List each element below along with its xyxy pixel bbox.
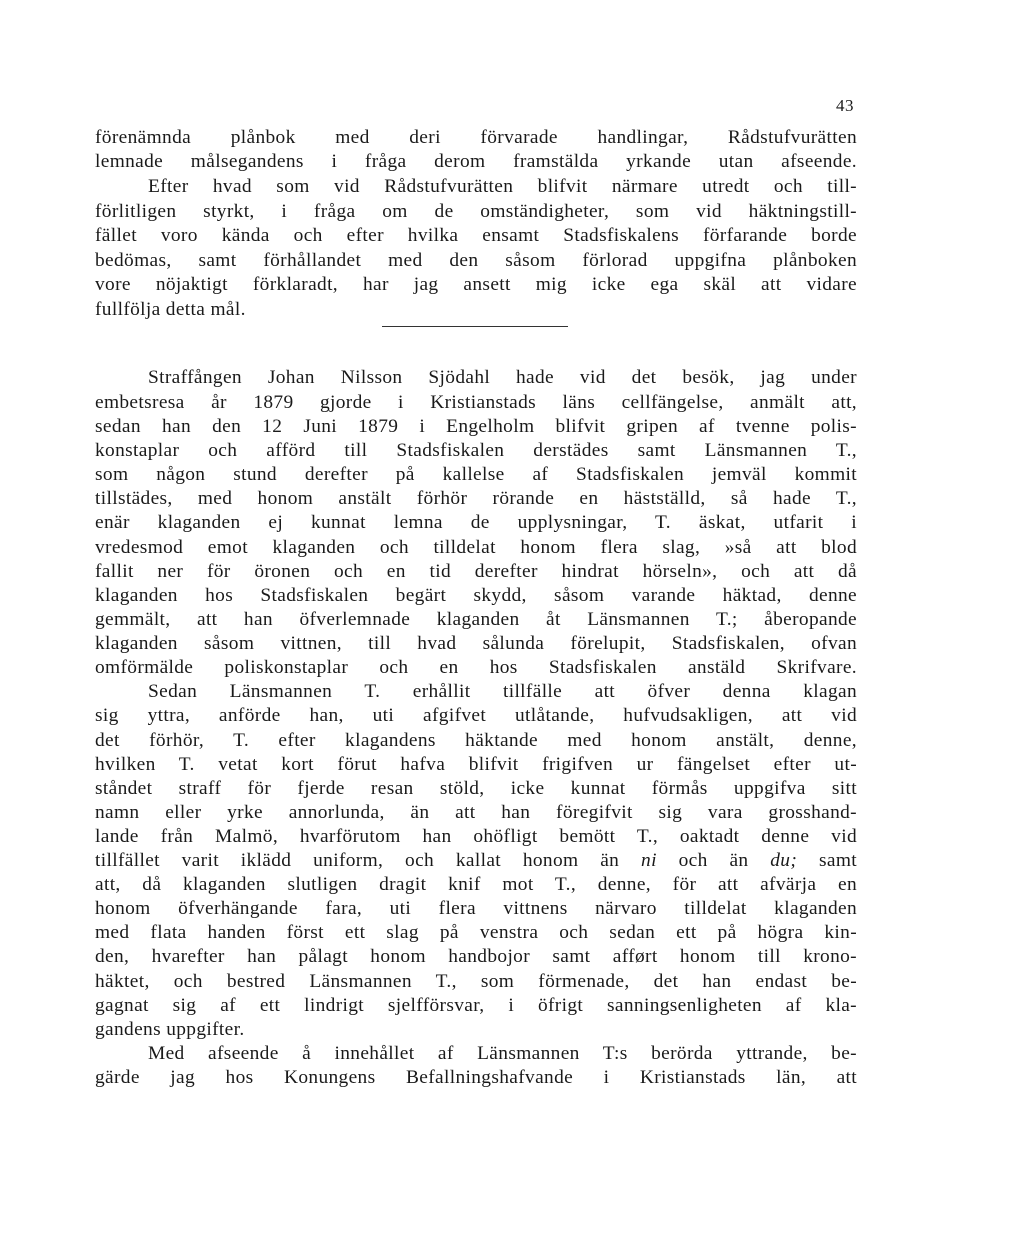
text-line: ståndet straff för fjerde resan stöld, icke kunnat förmås uppgifva sitt (95, 778, 857, 799)
text-line-with-italics (95, 849, 857, 872)
text-line: som någon stund derefter på kallelse af Stadsfiskalen jemväl kommit (95, 464, 857, 485)
text-line: att, då klaganden slutligen dragit knif mot T., denne, för att afvärja en (95, 874, 857, 895)
text-line: gagnat sig af ett lindrigt sjelfförsvar, i öfrigt sanningsenligheten af kla- (95, 995, 857, 1016)
text-line: vredesmod emot klaganden och tilldelat honom flera slag, »så att blod (95, 537, 857, 558)
text-line: vore nöjaktigt förklaradt, har jag ansett mig icke ega skäl att vidare (95, 274, 857, 295)
text-line: konstaplar och afförd till Stadsfiskalen derstädes samt Länsmannen T., (95, 440, 857, 461)
text-line: det förhör, T. efter klagandens häktande med honom anstält, denne, (95, 730, 857, 751)
section-divider (382, 326, 568, 327)
text-line: namn eller yrke annorlunda, än att han föregifvit sig vara grosshand- (95, 802, 857, 823)
page-number: 43 (836, 96, 854, 115)
text-line: med flata handen först ett slag på venstra och sedan ett på högra kin- (95, 922, 857, 943)
text-line: lande från Malmö, hvarförutom han ohöfligt bemött T., oaktadt denne vid (95, 826, 857, 847)
text-line: lemnade målsegandens i fråga derom framstälda yrkande utan afseende. (95, 151, 857, 172)
text-line: honom öfverhängande fara, uti flera vittnens närvaro tilldelat klaganden (95, 898, 857, 919)
text-line: fallit ner för öronen och en tid derefter hindrat hörseln», och att då (95, 561, 857, 582)
text-line: embetsresa år 1879 gjorde i Kristianstads läns cellfängelse, anmält att, (95, 392, 857, 413)
text-line: gandens uppgifter. (95, 1019, 245, 1040)
text-line: bedömas, samt förhållandet med den såsom förlorad uppgifna plånboken (95, 250, 857, 271)
text-line: hvilken T. vetat kort förut hafva blifvit frigifven ur fängelset efter ut- (95, 754, 857, 775)
text-line: den, hvarefter han pålagt honom handbojor samt afført honom till krono- (95, 946, 857, 967)
text-line: omförmälde poliskonstaplar och en hos Stadsfiskalen anstäld Skrifvare. (95, 657, 857, 678)
text-line: fullfölja detta mål. (95, 299, 246, 320)
text-line: klaganden såsom vittnen, till hvad sålunda förelupit, Stadsfiskalen, ofvan (95, 633, 857, 654)
text-line: sig yttra, anförde han, uti afgifvet utlåtande, hufvudsakligen, att vid (95, 705, 857, 726)
text-line: gärde jag hos Konungens Befallningshafvande i Kristianstads län, att (95, 1067, 857, 1088)
text-line: gemmält, att han öfverlemnade klaganden åt Länsmannen T.; åberopande (95, 609, 857, 630)
text-line: Sedan Länsmannen T. erhållit tillfälle att öfver denna klagan (148, 681, 857, 702)
text-line: fället voro kända och efter hvilka ensamt Stadsfiskalens förfarande borde (95, 225, 857, 246)
text-segment: samt (797, 850, 857, 871)
text-line: Straffången Johan Nilsson Sjödahl hade vid det besök, jag under (148, 367, 857, 388)
text-segment: tillfället varit iklädd uniform, och kallat honom än (95, 850, 642, 871)
italic-word: ni (641, 850, 657, 871)
text-line: häktet, och bestred Länsmannen T., som förmenade, det han endast be- (95, 971, 857, 992)
text-line: enär klaganden ej kunnat lemna de upplysningar, T. äskat, utfarit i (95, 512, 857, 533)
text-line: klaganden hos Stadsfiskalen begärt skydd, såsom varande häktad, denne (95, 585, 857, 606)
italic-word: du; (770, 850, 798, 871)
text-line: sedan han den 12 Juni 1879 i Engelholm blifvit gripen af tvenne polis- (95, 416, 857, 437)
text-line: tillstädes, med honom anstält förhör rörande en hästställd, så hade T., (95, 488, 857, 509)
text-line: förenämnda plånbok med deri förvarade handlingar, Rådstufvurätten (95, 127, 857, 148)
text-line: Efter hvad som vid Rådstufvurätten blifvit närmare utredt och till- (148, 176, 857, 197)
text-line: förlitligen styrkt, i fråga om de omständigheter, som vid häktningstill- (95, 201, 857, 222)
text-segment: och än (656, 850, 771, 871)
text-line: Med afseende å innehållet af Länsmannen T:s berörda yttrande, be- (148, 1043, 857, 1064)
